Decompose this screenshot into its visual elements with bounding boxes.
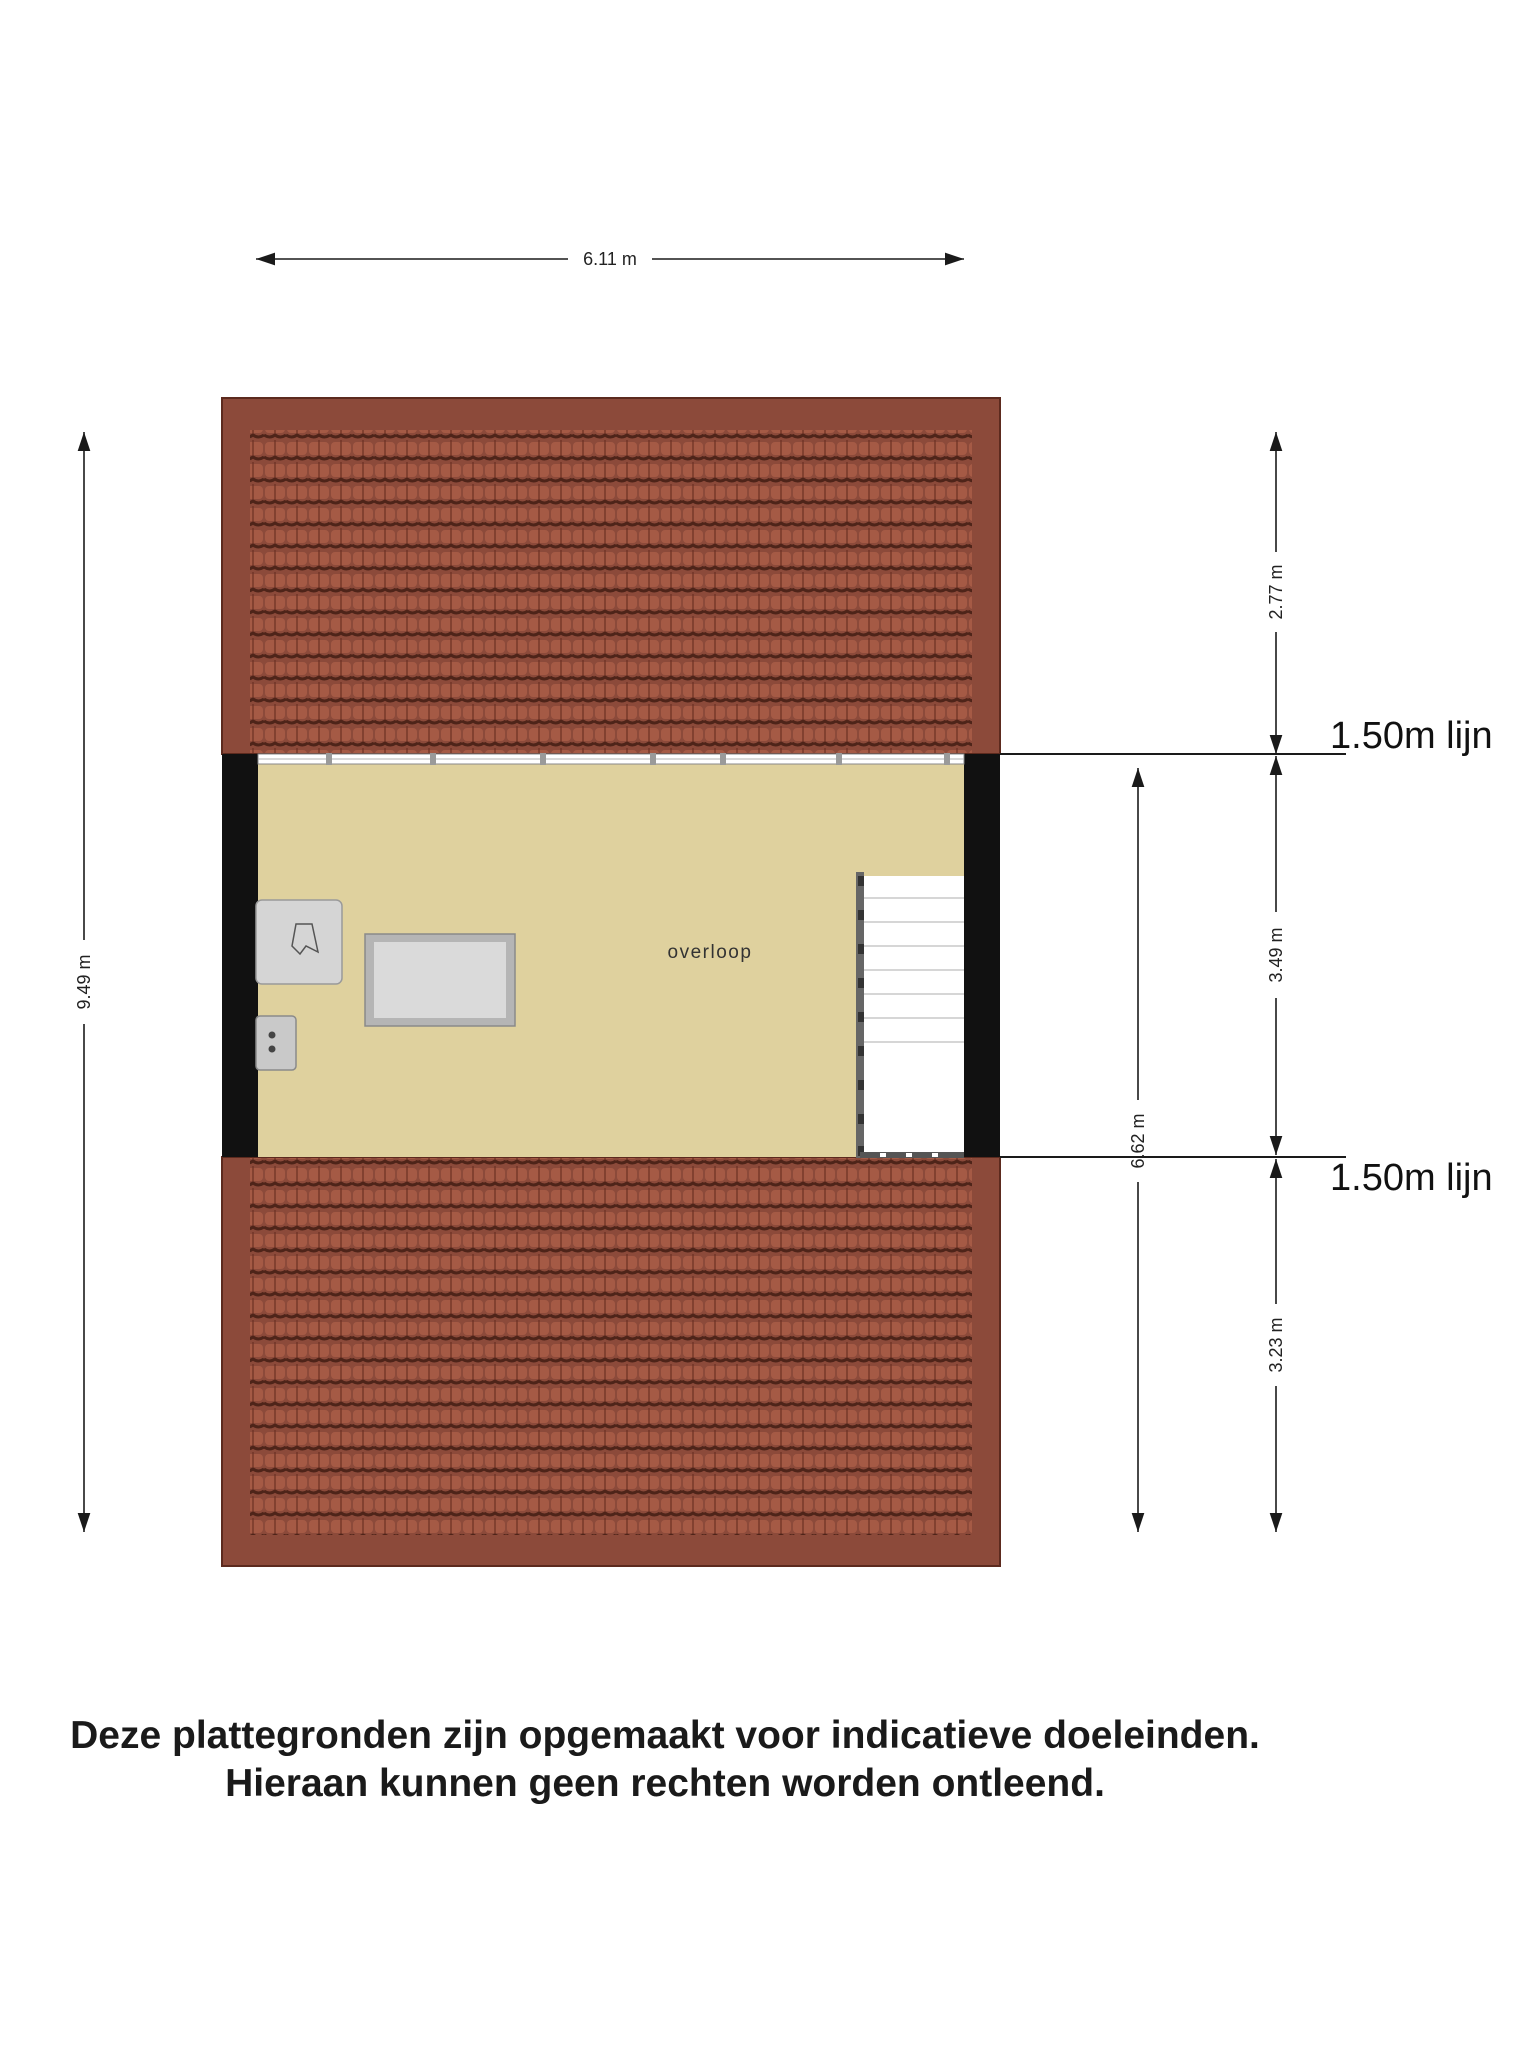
dimension-label-section-bottom: 3.23 m	[1266, 1317, 1286, 1373]
skylight-strip	[258, 753, 964, 765]
line-label-bottom: 1.50m lijn	[1330, 1157, 1493, 1199]
furniture-block	[365, 934, 515, 1026]
stairs-icon	[856, 872, 964, 1158]
disclaimer	[0, 1712, 1330, 1808]
dimension-label-section-top: 2.77 m	[1266, 564, 1286, 620]
disclaimer-line-1: Deze plattegronden zijn opgemaakt voor indicatieve doeleinden.	[70, 1714, 1260, 1757]
sink-icon	[256, 1016, 296, 1070]
dimension-label-section-middle: 3.49 m	[1266, 927, 1286, 983]
dimension-label-height: 9.49 m	[74, 954, 94, 1010]
dimension-label-width: 6.11 m	[583, 249, 637, 269]
washing-machine-icon	[256, 900, 342, 984]
roof-top	[222, 398, 1000, 754]
roof-bottom	[222, 1157, 1000, 1566]
line-label-top: 1.50m lijn	[1330, 715, 1493, 757]
disclaimer-line-2: Hieraan kunnen geen rechten worden ontleend.	[225, 1762, 1105, 1805]
room-label-overloop: overloop	[667, 942, 753, 963]
dimension-label-floor-depth: 6.62 m	[1128, 1113, 1148, 1169]
